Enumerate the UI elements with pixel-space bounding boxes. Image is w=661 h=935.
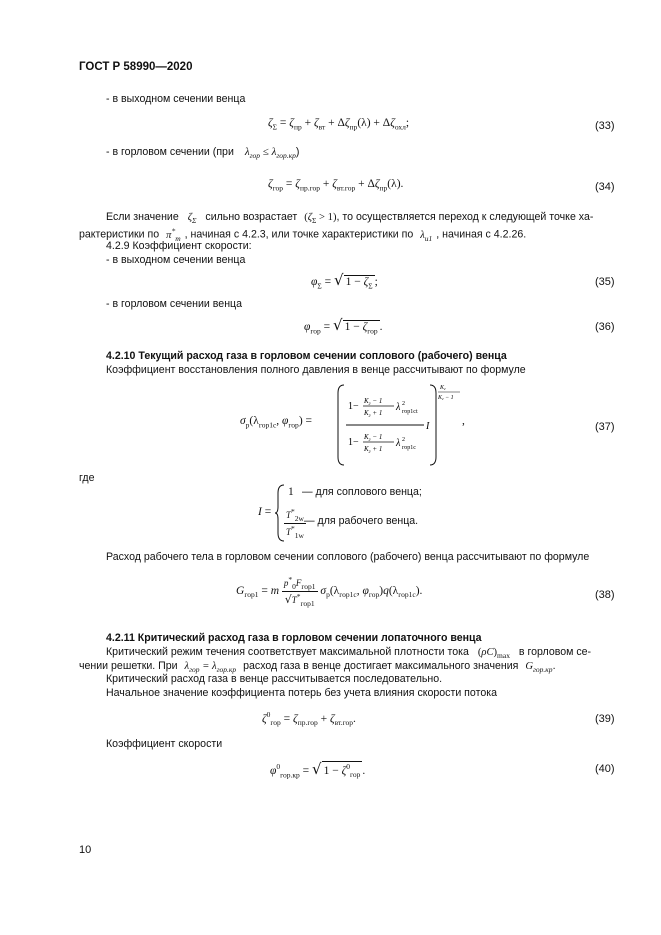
document-header: ГОСТ Р 58990—2020 <box>79 61 193 73</box>
document-page: ГОСТ Р 58990—2020 - в выходном сечении венца $\zeta_\Sigma = \zeta_{пр} + \zeta_{вт} + \Delta\zeta_{пр}(\lambda) + \Delta\zeta_{охл}$; (33) - в горловом сечении (при $\lambda_{гор} \le \lambda_{гор.кр}$) $\zeta_{гор} = \zeta_{пр.гор} + \zeta_{вт.гор} + \Delta\zeta_{пр}(\lambda)$. (34) Если значение $\zeta_\Sigma$ сильно возрастает $(\zeta_\Sigma > 1)$, то осуществляется переход к следующей точке ха- рактеристики по $\pi^*_т$ , начиная с 4.2.3, или точке характеристики по $\lambda_{u1}$ , начиная с 4.2.26. 4.2.9 Коэффициент скорости: - в выходном сечении венца $\varphi_\Sigma$ = √ $1 - \zeta_\Sigma$ ; (35) - в горловом сечении венца $\varphi_{гор}$ = √ $1 - \zeta_{гор}$ . (36) 4.2.10 Текущий расход газа в горловом сечении соплового (рабочего) венца Коэффициент восстановления полного давления в венце рассчитывают по формуле $\sigma_р(\lambda_{гор1с}$, $\varphi_{гор}$) = 1− $K_г - 1$ $K_г + 1$ λ 2 гор1ct 1− $K_г - 1$ $K_г + 1$ λ 2 гор1с I Kг Kг − 1 , (37) где I = 1 — для соплового венца; $\frac{T^*_{2w}}{T^*_{1w}}$ — для рабочего венца. Расход рабочего тела в горловом сечении соплового (рабочего) венца рассчитывают по формуле $G_{гор1} = m$ $\frac{p^*_0F_{гор1}}{√T^*_{гор1}}$ $\sigma_р(\lambda_{гор1с}$, $\varphi_{гор})q(\lambda_{гор1с})$. (38) 4.2.11 Критический расход газа в горловом сечении лопаточного венца Критический режим течения соответствует максимальной плотности тока $(\rho C)_{max}$ в горловом се- чении решетки. При $\lambda_{гор} = \lambda_{гор.кр}$ расход газа в венце достигает максимального значения $G_{гор.кр}$. Критический расход газа в венце рассчитывается последовательно. Начальное значение коэффициента потерь без учета влияния скорости потока $\zeta^0_{гор} = \zeta_{пр.гор} + \zeta_{вт.гор}$. (39) Коэффициент скорости $\varphi^0_{гор.кр}$ = √ $1 - \zeta^0_{гор}$ . (40) 10 <box>79 61 615 856</box>
equation-35: $\varphi_\Sigma$ = √ $1 - \zeta_\Sigma$ ; <box>311 271 378 291</box>
text-line: чении решетки. При $\lambda_{гор} = \lambda_{гор.кр}$ расход газа в венце достигает максимального значения $G_{гор.кр}$. <box>79 660 556 675</box>
equation-number: (37) <box>595 421 615 433</box>
text-line: - в выходном сечении венца <box>106 254 246 266</box>
text-line: - в горловом сечении венца <box>106 298 243 310</box>
text-line: Критический режим течения соответствует максимальной плотности тока $(\rho C)_{max}$ в горловом се- <box>106 646 592 661</box>
equation-number: (35) <box>595 276 615 288</box>
text-line: Критический расход газа в венце рассчитывается последовательно. <box>106 673 443 685</box>
section-heading: 4.2.11 Критический расход газа в горловом сечении лопаточного венца <box>106 632 482 644</box>
svg-text:Kг + 1: $K_г + 1$ <box>364 409 383 419</box>
svg-text:2: 2 <box>402 401 405 407</box>
svg-text:1−: 1− <box>348 401 359 412</box>
svg-text:Kг + 1: $K_г + 1$ <box>364 445 383 455</box>
text-line: рактеристики по $\pi^*_т$ , начиная с 4.2.3, или точке характеристики по $\lambda_{u1}$ , начиная с 4.2.26. <box>79 226 527 243</box>
svg-text:гор1с: гор1с <box>402 445 416 451</box>
equation-40: $\varphi^0_{гор.кр}$ = √ $1 - \zeta^0_{гор}$ . <box>270 760 366 780</box>
text-line: Коэффициент восстановления полного давления в венце рассчитывают по формуле <box>106 364 526 376</box>
equation-33: $\zeta_\Sigma = \zeta_{пр} + \zeta_{вт} + \Delta\zeta_{пр}(\lambda) + \Delta\zeta_{охл}$; <box>268 117 410 132</box>
equation-36: $\varphi_{гор}$ = √ $1 - \zeta_{гор}$ . <box>304 316 383 336</box>
equation-38: $G_{гор1} = m$ $\frac{p^*_0F_{гор1}}{√T^*_{гор1}}$ $\sigma_р(\lambda_{гор1с}$, $\varphi_{гор})q(\lambda_{гор1с})$. <box>236 575 423 608</box>
svg-text:Kг − 1: $K_г - 1$ <box>364 397 383 407</box>
svg-text:гор1ct: гор1ct <box>402 409 418 415</box>
text-line: Если значение $\zeta_\Sigma$ сильно возрастает $(\zeta_\Sigma > 1)$, то осуществляется переход к следующей точке ха- <box>106 211 594 226</box>
text-line: Расход рабочего тела в горловом сечении соплового (рабочего) венца рассчитывают по формуле <box>106 551 590 563</box>
svg-text:2: 2 <box>402 437 405 443</box>
text-line: - в горловом сечении (при $\lambda_{гор} \le \lambda_{гор.кр}$) <box>106 146 300 161</box>
text-line: Начальное значение коэффициента потерь без учета влияния скорости потока <box>106 687 497 699</box>
svg-text:λ: λ <box>396 402 401 413</box>
equation-number: (33) <box>595 120 615 132</box>
text-line: - в выходном сечении венца <box>106 93 246 105</box>
equation-number: (38) <box>595 589 615 601</box>
page-number: 10 <box>79 844 92 856</box>
text-line: Коэффициент скорости <box>106 738 223 750</box>
section-heading: 4.2.10 Текущий расход газа в горловом сечении соплового (рабочего) венца <box>106 350 507 362</box>
text-line: где <box>79 472 95 484</box>
svg-text:λ: λ <box>396 438 401 449</box>
svg-text:1−: 1− <box>348 437 359 448</box>
equation-37-body <box>336 383 466 467</box>
definition-I: I = 1 — для соплового венца; $\frac{T^*_{2w}}{T^*_{1w}}$ — для рабочего венца. <box>258 483 508 543</box>
equation-39: $\zeta^0_{гор} = \zeta_{пр.гор} + \zeta_{вт.гор}$. <box>262 710 356 728</box>
svg-text:Kг: Kг <box>440 385 446 391</box>
equation-34: $\zeta_{гор} = \zeta_{пр.гор} + \zeta_{вт.гор} + \Delta\zeta_{пр}(\lambda)$. <box>268 178 404 193</box>
svg-text:Kг − 1: $K_г - 1$ <box>364 433 383 443</box>
svg-text:Kг − 1: Kг − 1 <box>438 395 454 401</box>
equation-number: (34) <box>595 181 615 193</box>
equation-number: (40) <box>595 763 615 775</box>
equation-number: (39) <box>595 713 615 725</box>
option-1: — для соплового венца; <box>302 486 422 498</box>
option-2: — для рабочего венца. <box>304 515 419 527</box>
equation-number: (36) <box>595 321 615 333</box>
svg-text:I: I <box>426 421 430 432</box>
subsection-heading: 4.2.9 Коэффициент скорости: <box>106 240 252 252</box>
